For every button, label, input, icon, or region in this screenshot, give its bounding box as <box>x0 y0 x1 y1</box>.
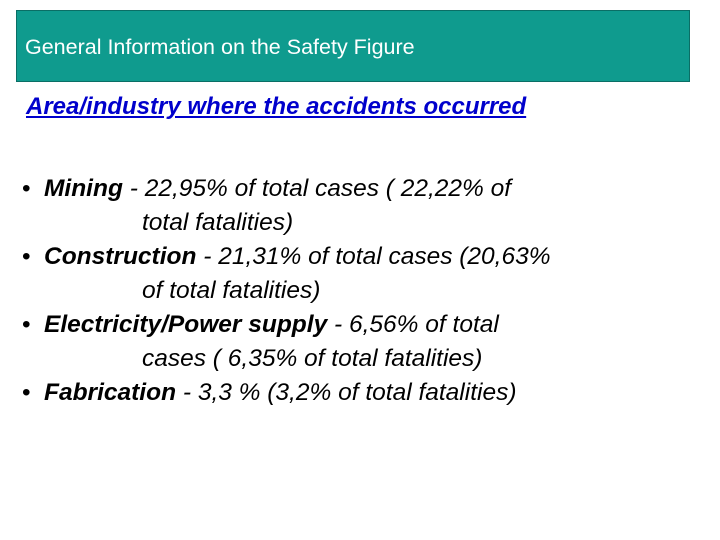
slide-title: General Information on the Safety Figure <box>25 35 415 59</box>
bullet-line <box>44 376 712 410</box>
bullet-line <box>44 308 712 342</box>
bullet-continuation: total fatalities) <box>142 209 294 236</box>
bullet-label: Mining <box>44 175 123 202</box>
bullet-item-fabrication <box>22 376 712 410</box>
bullet-text: - 22,95% of total cases ( 22,22% of <box>122 175 512 202</box>
bullet-item-mining <box>22 172 712 240</box>
bullet-text: - 21,31% of total cases (20,63% <box>196 243 551 270</box>
bullet-icon: • <box>22 175 31 202</box>
bullet-text: - 6,56% of total <box>327 311 499 338</box>
slide-subtitle: Area/industry where the accidents occurred <box>26 93 527 120</box>
bullet-continuation: cases ( 6,35% of total fatalities) <box>142 345 483 372</box>
bullet-continuation: of total fatalities) <box>142 277 321 304</box>
bullet-text: - 3,3 % (3,2% of total fatalities) <box>176 379 517 406</box>
bullet-list <box>22 172 712 410</box>
title-bar <box>16 10 690 82</box>
bullet-icon: • <box>22 243 31 270</box>
bullet-icon: • <box>22 379 31 406</box>
bullet-icon: • <box>22 311 31 338</box>
bullet-item-construction <box>22 240 712 308</box>
bullet-label: Electricity/Power supply <box>44 311 328 338</box>
bullet-line <box>44 172 712 206</box>
bullet-item-electricity <box>22 308 712 376</box>
bullet-label: Fabrication <box>44 379 177 406</box>
bullet-line <box>44 240 712 274</box>
bullet-label: Construction <box>44 243 197 270</box>
